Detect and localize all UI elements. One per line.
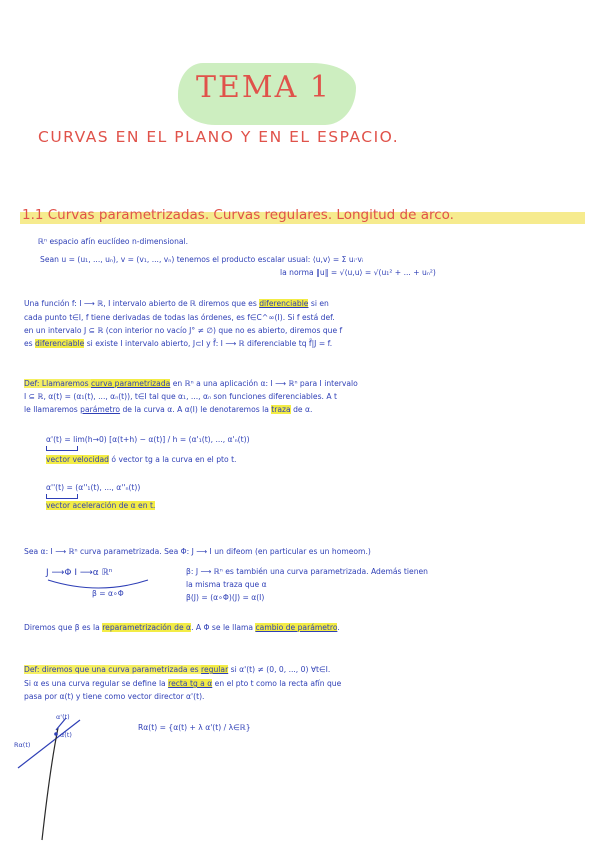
reparam-conclusion: Diremos que β es la reparametrización de α. A Φ se le llama cambio de parámetro. [24, 623, 340, 632]
accel-bracket [46, 494, 78, 499]
def1-line-3: le llamaremos parámetro de la curva α. A α(I) le denotaremos la traza de α. [24, 405, 313, 414]
intro-line-3: la norma ‖u‖ = √⟨u,u⟩ = √(u₁² + ... + uₙ²) [280, 268, 436, 277]
accel-label-line [46, 500, 155, 511]
velocity-desc: vector velocidad ó vector tg a la curva en el pto t. [46, 455, 237, 464]
velocity-formula: α'(t) = lim(h→0) [α(t+h) − α(t)] / h = (α'₁(t), ..., α'ₙ(t)) [46, 435, 250, 444]
section-heading: 1.1 Curvas parametrizadas. Curvas regulares. Longitud de arco. [22, 207, 454, 223]
velocity-bracket [46, 446, 78, 451]
def1-line-1: Def: Llamaremos curva parametrizada en ℝⁿ a una aplicación α: I ⟶ ℝⁿ para I intervalo [24, 379, 358, 388]
def2-regular-highlight: regular [201, 665, 229, 674]
reparam-diagram-bottom: β = α∘Φ [92, 589, 124, 598]
accel-formula: α''(t) = (α''₁(t), ..., α''ₙ(t)) [46, 483, 141, 492]
accel-label: vector aceleración de α en t. [46, 501, 156, 510]
diff-line-3: en un intervalo J ⊆ ℝ (con interior no vacío J° ≠ ∅) que no es abierto, diremos que f [24, 326, 343, 335]
page-title: TEMA 1 [196, 70, 331, 105]
def2-tangent-highlight: recta tg a α [168, 679, 213, 688]
reparam-highlight-2: cambio de parámetro [255, 623, 338, 632]
def1-trace-highlight: traza [271, 405, 291, 414]
fig-label-top: α'(t) [56, 713, 70, 721]
def2-line-1: Def: diremos que una curva parametrizada es regular si α'(t) ≠ (0, 0, ..., 0) ∀t∈I. [24, 665, 331, 674]
fig-label-mid: α(t) [60, 731, 72, 739]
diff-highlight-2: diferenciable [35, 339, 85, 348]
reparam-highlight-1: reparametrización de α [102, 623, 192, 632]
def1-highlight: curva parametrizada [90, 379, 171, 388]
reparam-right-3: β(J) = (α∘Φ)(J) = α(I) [186, 593, 265, 602]
reparam-diagram-top: J ⟶Φ I ⟶α ℝⁿ [46, 568, 113, 578]
diff-line-4: es diferenciable si existe I intervalo abierto, J⊂I y f̃: I ⟶ ℝ diferenciable tq f̃|J = f. [24, 339, 333, 348]
curve-point [54, 732, 58, 736]
page-subtitle: CURVAS EN EL PLANO Y EN EL ESPACIO. [38, 128, 400, 146]
def2-line-3: pasa por α(t) y tiene como vector director α'(t). [24, 692, 205, 701]
intro-line-2: Sean u = (u₁, ..., uₙ), v = (v₁, ..., vₙ) tenemos el producto escalar usual: ⟨u,v⟩ = Σ uᵢ·vᵢ [40, 255, 364, 264]
intro-line-1: ℝⁿ espacio afín euclídeo n-dimensional. [38, 237, 189, 246]
def1-line-2: I ⊆ ℝ, α(t) = (α₁(t), ..., αₙ(t)), t∈I tal que α₁, ..., αₙ son funciones diferenciables. A t [24, 392, 337, 401]
tangent-figure [8, 708, 138, 848]
diff-line-2: cada punto t∈I, f tiene derivadas de todas las órdenes, es f∈C^∞(I). Si f está def. [24, 313, 335, 322]
reparam-line-1: Sea α: I ⟶ ℝⁿ curva parametrizada. Sea Φ: J ⟶ I un difeom (en particular es un homeom.) [24, 547, 371, 556]
reparam-right-2: la misma traza que α [186, 580, 267, 589]
curve-path [42, 728, 58, 840]
def2-line-2: Si α es una curva regular se define la recta tg a α en el pto t como la recta afín que [24, 679, 342, 688]
diff-line-1: Una función f: I ⟶ ℝ, I intervalo abierto de ℝ diremos que es diferenciable si en [24, 299, 329, 308]
diff-highlight-1: diferenciable [259, 299, 309, 308]
fig-formula: Rα(t) = {α(t) + λ α'(t) / λ∈ℝ} [138, 723, 251, 732]
reparam-right-1: β: J ⟶ ℝⁿ es también una curva parametrizada. Además tienen [186, 567, 428, 576]
fig-label-left: Rα(t) [14, 741, 31, 749]
velocity-label: vector velocidad [46, 455, 110, 464]
